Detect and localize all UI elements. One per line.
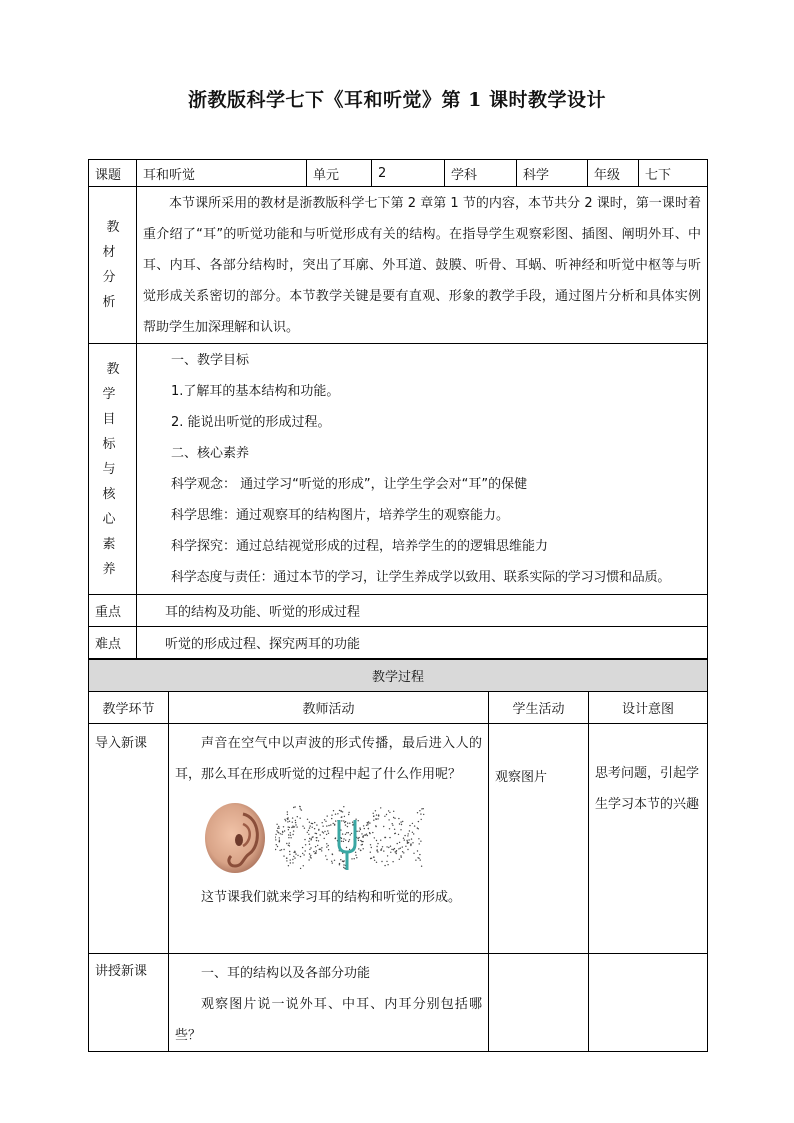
value-topic: 耳和听觉: [137, 160, 307, 187]
header-stage: 教学环节: [89, 692, 169, 724]
header-intent: 设计意图: [589, 692, 708, 724]
teacher-new-cell: [169, 954, 489, 1052]
info-row-analysis: [89, 187, 708, 344]
process-row-intro: [89, 724, 708, 954]
key-text: 耳的结构及功能、听觉的形成过程: [137, 595, 708, 627]
goals-heading-2: 二、核心素养: [171, 446, 250, 461]
process-title: 教学过程: [89, 660, 708, 692]
teacher-intro-cell: [169, 724, 489, 954]
analysis-label: 教材分析: [102, 220, 128, 310]
literacy-attitude: 科学态度与责任：通过本节的学习，让学生养成学以致用、联系实际的学习习惯和品质。: [171, 570, 671, 585]
label-subject: 学科: [445, 160, 517, 187]
sound-wave-tuning-fork-icon: [275, 802, 425, 874]
intent-intro: 思考问题，引起学生学习本节的兴趣: [595, 766, 700, 812]
ear-and-soundwave-illustration: [175, 790, 482, 882]
analysis-label-cell: [89, 187, 137, 344]
info-row-goals: [89, 344, 708, 595]
goals-cell: [137, 344, 708, 595]
stage-new: 讲授新课: [89, 954, 169, 1052]
process-row-new: [89, 954, 708, 1052]
info-row-difficult: [89, 627, 708, 659]
key-label: 重点: [89, 595, 137, 627]
info-row-basic: [89, 160, 708, 187]
analysis-cell: [137, 187, 708, 344]
stage-intro: 导入新课: [89, 724, 169, 954]
intent-intro-cell: [589, 724, 708, 954]
goals-item-2: 2. 能说出听觉的形成过程。: [171, 415, 331, 430]
process-title-row: [89, 660, 708, 692]
value-grade: 七下: [639, 160, 708, 187]
student-intro: 观察图片: [489, 724, 589, 954]
goals-heading-1: 一、教学目标: [171, 353, 250, 368]
process-header-row: [89, 692, 708, 724]
value-unit: 2: [372, 160, 445, 187]
teacher-intro-text: 声音在空气中以声波的形式传播，最后进入人的耳，那么耳在形成听觉的过程中起了什么作用呢？: [175, 736, 482, 782]
ear-photo-icon: [203, 802, 267, 874]
document-title: 浙教版科学七下《耳和听觉》第 1 课时教学设计: [188, 89, 606, 111]
literacy-inquiry: 科学探究：通过总结视觉形成的过程，培养学生的的逻辑思维能力: [171, 539, 549, 554]
goals-label-cell: [89, 344, 137, 595]
analysis-text: 本节课所采用的教材是浙教版科学七下第 2 章第 1 节的内容，本节共分 2 课时，第一课时着重介绍了“耳”的听觉功能和与听觉形成有关的结构。在指导学生观察彩图、插图、阐明外耳、中耳、内耳、各部分结构时，突出了耳廓、外耳道、鼓膜、听骨、耳蜗、听神经和听觉中枢等与听觉形成关系密切的部分。本节教学关键是要有直观、形象的教学手段，通过图片分析和具体实例帮助学生加深理解和认识。: [143, 195, 701, 335]
value-subject: 科学: [517, 160, 588, 187]
label-unit: 单元: [307, 160, 372, 187]
header-teacher: 教师活动: [169, 692, 489, 724]
difficult-label: 难点: [89, 627, 137, 659]
teacher-new-text: 观察图片说一说外耳、中耳、内耳分别包括哪些？: [175, 997, 482, 1043]
intent-new: [589, 954, 708, 1052]
goals-item-1: 1.了解耳的基本结构和功能。: [171, 384, 340, 399]
goals-label: 教学目标与核心素养: [102, 361, 128, 577]
header-student: 学生活动: [489, 692, 589, 724]
teacher-new-heading: 一、耳的结构以及各部分功能: [201, 966, 371, 981]
difficult-text: 听觉的形成过程、探究两耳的功能: [137, 627, 708, 659]
literacy-concept: 科学观念： 通过学习“听觉的形成”，让学生学会对“耳”的保健: [171, 477, 528, 492]
info-row-key: [89, 595, 708, 627]
label-topic: 课题: [89, 160, 137, 187]
teacher-intro-closing: 这节课我们就来学习耳的结构和听觉的形成。: [201, 890, 462, 905]
literacy-thinking: 科学思维：通过观察耳的结构图片，培养学生的观察能力。: [171, 508, 510, 523]
label-grade: 年级: [588, 160, 639, 187]
info-table: [88, 159, 708, 659]
student-new: [489, 954, 589, 1052]
process-table: [88, 659, 708, 1052]
